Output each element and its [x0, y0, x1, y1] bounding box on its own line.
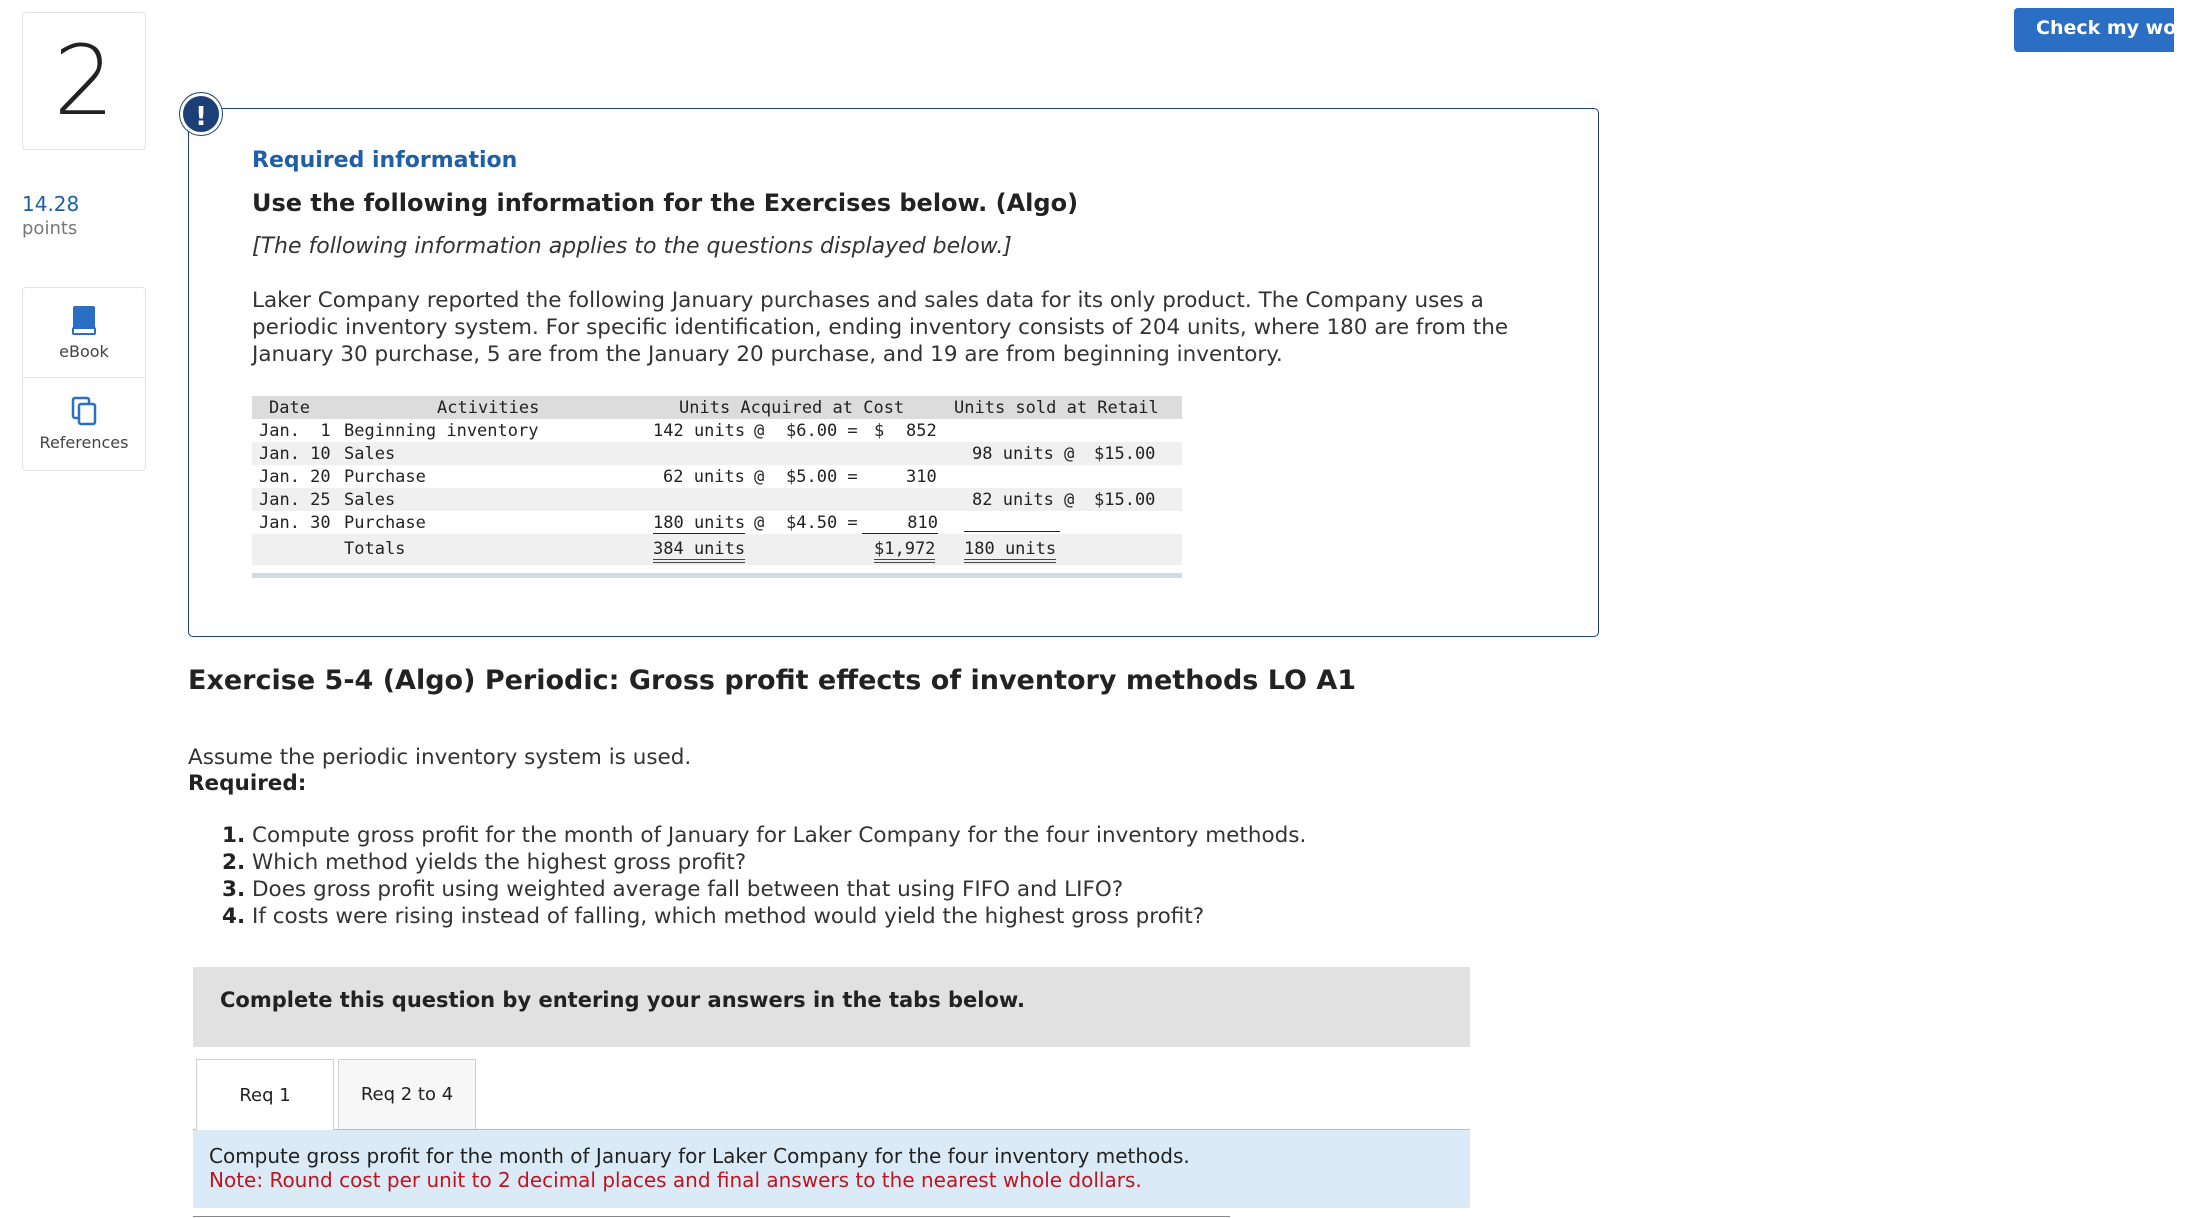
- alert-icon: !: [180, 93, 222, 135]
- cell-acq-at: @: [754, 513, 765, 533]
- cell-acq-at: @: [754, 421, 765, 441]
- tab-req-1[interactable]: Req 1: [196, 1059, 334, 1130]
- table-row: [252, 488, 1182, 511]
- table-row: [252, 465, 1182, 488]
- cell-acq-units: 180 units: [653, 513, 746, 533]
- req-text: Does gross profit using weighted average fall between that using FIFO and LIFO?: [251, 877, 1124, 902]
- cell-sold-units: 82 units: [972, 490, 1054, 510]
- required-info-title: Required information: [252, 148, 518, 173]
- list-item: [222, 903, 1306, 930]
- header-acquired: Units Acquired at Cost: [679, 398, 905, 418]
- req-number: 1.: [222, 823, 246, 848]
- list-item: [222, 822, 1306, 849]
- totals-label: Totals: [344, 539, 406, 559]
- cell-acq-dollar: $: [874, 421, 885, 441]
- ebook-button[interactable]: [23, 288, 145, 378]
- inventory-table: [252, 396, 1182, 578]
- tools-panel: [22, 287, 146, 471]
- cell-sold-units: 98 units: [972, 444, 1054, 464]
- cell-sold-at: @: [1064, 490, 1075, 510]
- cell-date: Jan. 10: [259, 444, 331, 464]
- list-item: [222, 849, 1306, 876]
- cell-date: Jan. 30: [259, 513, 331, 533]
- totals-acq-units: 384 units: [653, 539, 745, 563]
- cell-sold-at: @: [1064, 444, 1075, 464]
- cell-activity: Purchase: [344, 513, 426, 533]
- points-label: points: [22, 218, 78, 239]
- cell-sold-price: $15.00: [1094, 490, 1156, 510]
- table-row: [252, 442, 1182, 465]
- cell-activity: Sales: [344, 490, 396, 510]
- req-text: Compute gross profit for the month of January for Laker Company for the four inventory methods.: [251, 823, 1307, 848]
- req-number: 2.: [222, 850, 246, 875]
- cell-activity: Beginning inventory: [344, 421, 539, 441]
- cell-acq-price: $5.00 =: [786, 467, 858, 487]
- rounding-note: Note: Round cost per unit to 2 decimal places and final answers to the nearest whole dollars.: [209, 1168, 1142, 1192]
- ebook-label: eBook: [59, 342, 109, 361]
- cell-acq-total: 310: [906, 467, 937, 487]
- required-label: Required:: [188, 771, 307, 796]
- list-item: [222, 876, 1306, 903]
- cell-acq-total: 852: [906, 421, 937, 441]
- cell-sold-price: $15.00: [1094, 444, 1156, 464]
- sold-underline: [964, 513, 1060, 532]
- divider: [193, 1216, 1230, 1217]
- header-sold: Units sold at Retail: [954, 398, 1159, 418]
- header-activities: Activities: [437, 398, 540, 418]
- use-following-heading: Use the following information for the Exercises below. (Algo): [252, 189, 1079, 217]
- points-value: 14.28: [22, 192, 80, 216]
- assume-text: Assume the periodic inventory system is used.: [188, 745, 692, 770]
- cell-activity: Purchase: [344, 467, 426, 487]
- cell-acq-units: 142 units: [653, 421, 746, 441]
- cell-activity: Sales: [344, 444, 396, 464]
- instructions-box: [193, 1130, 1470, 1208]
- exercise-title: Exercise 5-4 (Algo) Periodic: Gross profit effects of inventory methods LO A1: [188, 665, 1357, 696]
- req-number: 3.: [222, 877, 246, 902]
- book-icon: [69, 304, 99, 336]
- req-text: If costs were rising instead of falling, which method would yield the highest gross profit?: [251, 904, 1205, 929]
- cell-acq-total: 810: [862, 513, 938, 534]
- cell-acq-price: $4.50 =: [786, 513, 858, 533]
- instruction-text: Compute gross profit for the month of January for Laker Company for the four inventory methods.: [209, 1144, 1190, 1168]
- table-header-row: [252, 396, 1182, 419]
- cell-acq-at: @: [754, 467, 765, 487]
- cell-date: Jan. 1: [259, 421, 331, 441]
- tab-req-2-to-4[interactable]: Req 2 to 4: [338, 1059, 476, 1130]
- totals-acq-total: $1,972: [874, 539, 935, 563]
- totals-row: [252, 534, 1182, 565]
- cell-acq-price: $6.00 =: [786, 421, 858, 441]
- complete-question-banner: Complete this question by entering your answers in the tabs below.: [193, 967, 1470, 1047]
- cell-date: Jan. 25: [259, 490, 331, 510]
- copy-icon: [69, 395, 99, 427]
- req-number: 4.: [222, 904, 246, 929]
- table-row: [252, 511, 1182, 534]
- requirements-list: [222, 822, 1306, 930]
- req-text: Which method yields the highest gross profit?: [251, 850, 747, 875]
- applies-note: [The following information applies to the questions displayed below.]: [252, 234, 1012, 259]
- totals-sold-units: 180 units: [964, 539, 1056, 563]
- question-number: 2: [22, 12, 146, 150]
- info-paragraph: Laker Company reported the following January purchases and sales data for its only product. The Company uses a periodic inventory system. For specific identification, ending inventory consists of 204 units, where 180 are from the January 30 purchase, 5 are from the January 20 purchase, and 19 are from beginning inventory.: [252, 288, 1509, 367]
- cell-date: Jan. 20: [259, 467, 331, 487]
- table-bottom-rule: [252, 573, 1182, 578]
- header-date: Date: [269, 398, 310, 418]
- references-label: References: [39, 433, 129, 452]
- references-button[interactable]: [23, 379, 145, 469]
- table-spacer: [252, 565, 1182, 573]
- check-my-work-button[interactable]: Check my wor: [2014, 8, 2174, 52]
- table-row: [252, 419, 1182, 442]
- cell-acq-units: 62 units: [663, 467, 745, 487]
